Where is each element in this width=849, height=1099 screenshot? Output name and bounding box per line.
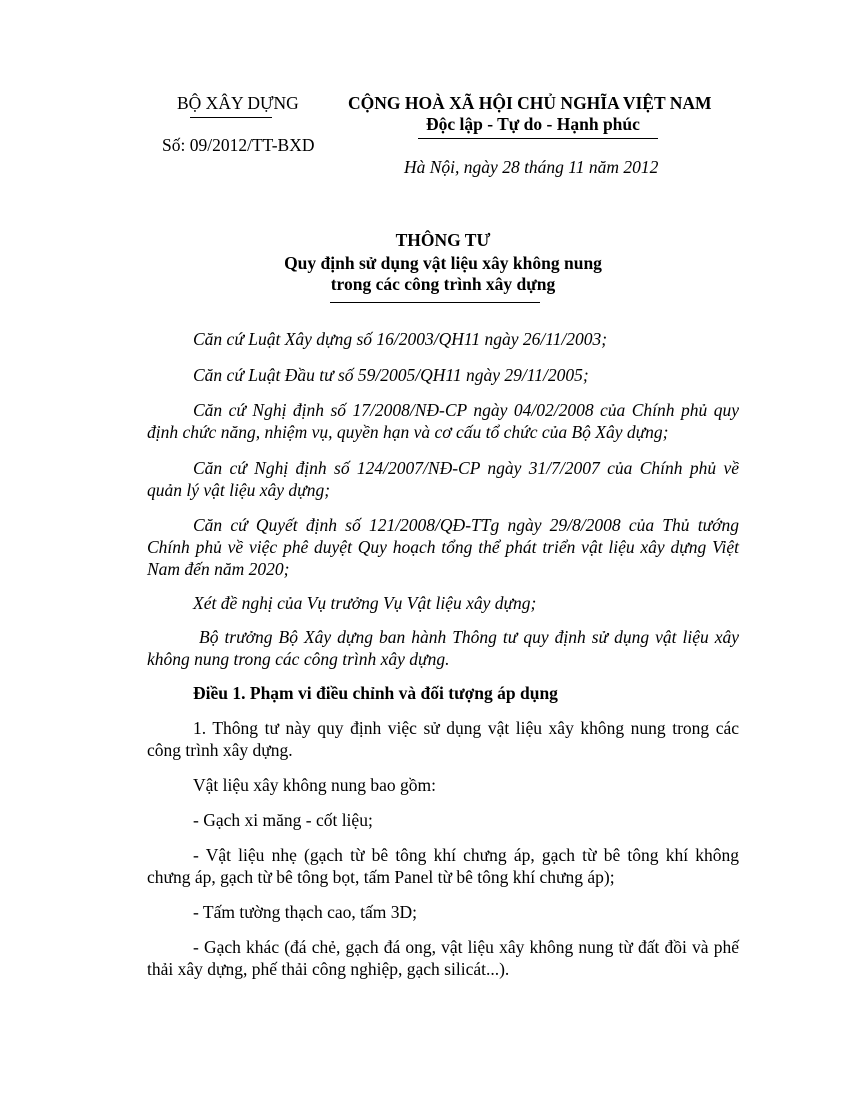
document-type: THÔNG TƯ xyxy=(395,230,491,250)
article-paragraph: - Gạch xi măng - cốt liệu; xyxy=(193,810,373,830)
article-paragraph: - Gạch khác (đá chẻ, gạch đá ong, vật liệu xây không nung từ đất đồi và phế thải xây dựng, phế thải công nghiệp, gạch silicát...). xyxy=(147,937,739,979)
preamble-paragraph: Bộ trưởng Bộ Xây dựng ban hành Thông tư quy định sử dụng vật liệu xây không nung trong các công trình xây dựng. xyxy=(147,627,739,669)
document-number: Số: 09/2012/TT-BXD xyxy=(162,135,315,155)
article-paragraph: 1. Thông tư này quy định việc sử dụng vật liệu xây không nung trong các công trình xây dựng. xyxy=(147,718,739,760)
preamble-paragraph: Căn cứ Luật Đầu tư số 59/2005/QH11 ngày 29/11/2005; xyxy=(193,365,589,385)
article-paragraph: - Tấm tường thạch cao, tấm 3D; xyxy=(193,902,417,922)
preamble-paragraph: Căn cứ Luật Xây dựng số 16/2003/QH11 ngày 26/11/2003; xyxy=(193,329,608,349)
national-motto: Độc lập - Tự do - Hạnh phúc xyxy=(426,114,640,134)
place-date: Hà Nội, ngày 28 tháng 11 năm 2012 xyxy=(404,157,659,177)
preamble-paragraph: Xét đề nghị của Vụ trưởng Vụ Vật liệu xây dựng; xyxy=(193,593,537,613)
title-underline xyxy=(330,302,540,303)
article-heading: Điều 1. Phạm vi điều chỉnh và đối tượng áp dụng xyxy=(193,683,558,703)
article-paragraph: Vật liệu xây không nung bao gồm: xyxy=(193,775,437,795)
preamble-paragraph: Căn cứ Nghị định số 124/2007/NĐ-CP ngày 31/7/2007 của Chính phủ về quản lý vật liệu xây dựng; xyxy=(147,458,739,500)
ministry-underline xyxy=(190,117,272,118)
ministry-name: BỘ XÂY DỰNG xyxy=(177,93,299,113)
preamble-paragraph: Căn cứ Nghị định số 17/2008/NĐ-CP ngày 04/02/2008 của Chính phủ quy định chức năng, nhiệm vụ, quyền hạn và cơ cấu tổ chức của Bộ Xây dựng; xyxy=(147,400,739,442)
country-name: CỘNG HOÀ XÃ HỘI CHỦ NGHĨA VIỆT NAM xyxy=(348,93,712,113)
document-title-line1: Quy định sử dụng vật liệu xây không nung xyxy=(284,253,602,273)
preamble-paragraph: Căn cứ Quyết định số 121/2008/QĐ-TTg ngày 29/8/2008 của Thủ tướng Chính phủ về việc phê duyệt Quy hoạch tổng thể phát triển vật liệu xây dựng Việt Nam đến năm 2020; xyxy=(147,515,739,579)
article-paragraph: - Vật liệu nhẹ (gạch từ bê tông khí chưng áp, gạch từ bê tông khí không chưng áp, gạch từ bê tông bọt, tấm Panel từ bê tông khí chưng áp); xyxy=(147,845,739,887)
motto-underline xyxy=(418,138,658,139)
document-title-line2: trong các công trình xây dựng xyxy=(330,274,556,294)
